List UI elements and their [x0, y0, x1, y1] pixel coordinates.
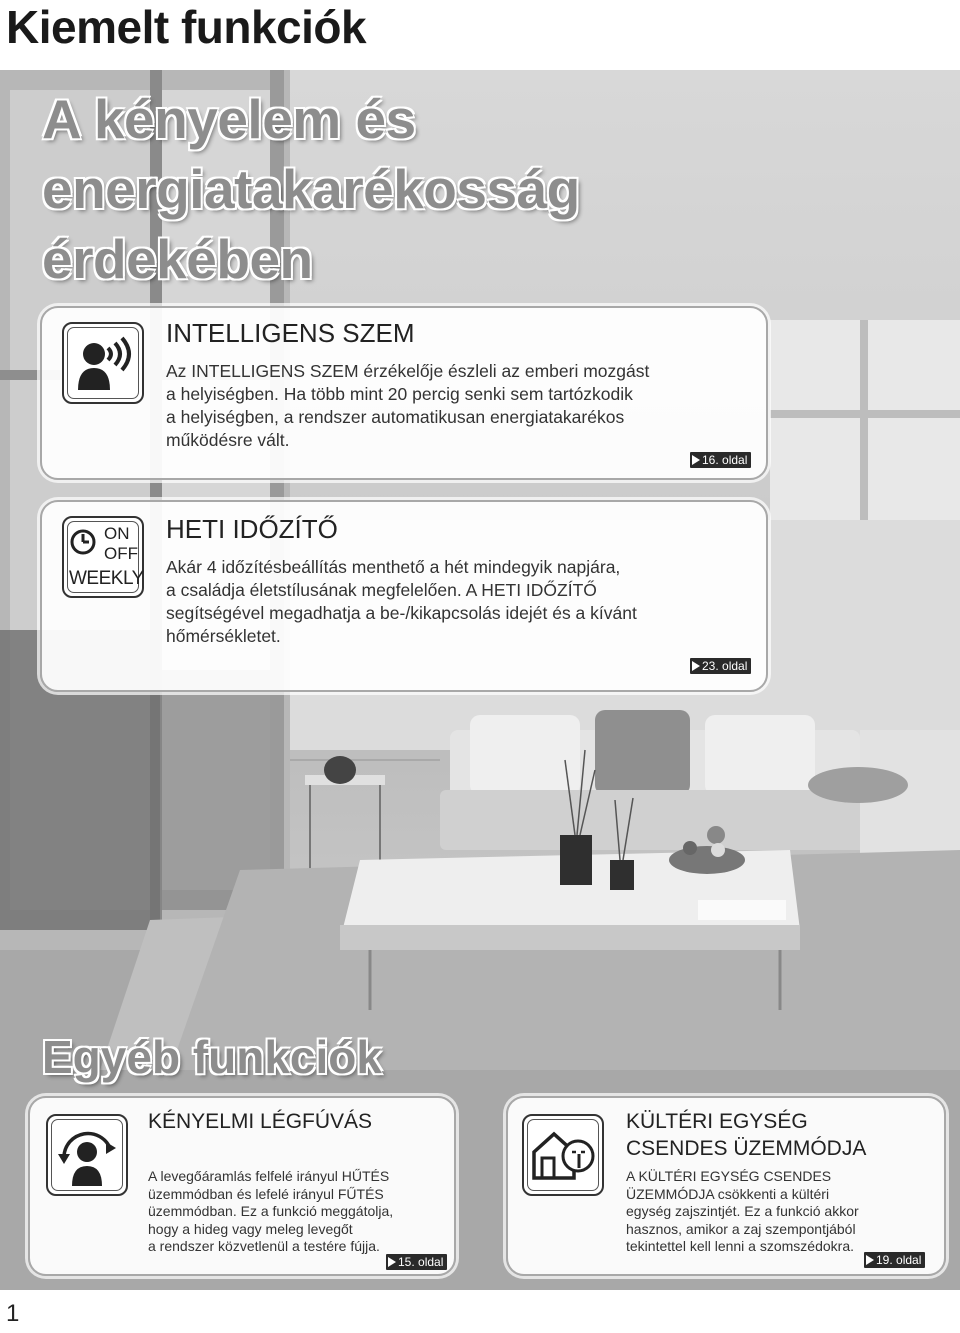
intelligent-eye-line: a helyiségben. Ha több mint 20 percig senki sem tartózkodik — [166, 384, 633, 404]
weekly-timer-icon — [62, 516, 144, 598]
timer-off-label: OFF — [104, 544, 138, 563]
intelligent-eye-line: működésre vált. — [166, 430, 290, 450]
page-ref-label: 15. oldal — [398, 1255, 444, 1269]
comfort-airflow-line: hogy a hideg vagy meleg levegőt — [148, 1220, 353, 1237]
outdoor-quiet-line: egység zajszintjét. Ez a funkció akkor — [626, 1203, 859, 1219]
outdoor-quiet-title-line: CSENDES ÜZEMMÓDJA — [626, 1137, 867, 1160]
comfort-airflow-text — [148, 1168, 448, 1256]
arrow-right-icon — [866, 1255, 874, 1265]
page-ref-link[interactable] — [690, 452, 751, 468]
arrow-right-icon — [692, 661, 700, 671]
outdoor-quiet-title — [626, 1108, 866, 1162]
page-ref-link[interactable] — [386, 1254, 447, 1270]
comfort-airflow-title: KÉNYELMI LÉGFÚVÁS — [148, 1110, 373, 1133]
hero-title-line-2: energiatakarékosság — [42, 158, 580, 220]
timer-on-label: ON — [104, 524, 130, 543]
weekly-timer-line: Akár 4 időzítésbeállítás menthető a hét mindegyik napjára, — [166, 557, 621, 577]
outdoor-quiet-line: A KÜLTÉRI EGYSÉG CSENDES — [626, 1168, 832, 1184]
weekly-timer-line: hőmérsékletet. — [166, 626, 281, 646]
comfort-airflow-line: üzemmódban. Ez a funkció meggátolja, — [148, 1203, 394, 1219]
comfort-airflow-card — [28, 1096, 456, 1276]
weekly-timer-text — [166, 556, 756, 648]
comfort-airflow-icon — [46, 1114, 128, 1196]
comfort-airflow-line: A levegőáramlás felfelé irányul HŰTÉS — [148, 1168, 390, 1184]
outdoor-quiet-text — [626, 1168, 936, 1256]
outdoor-quiet-title-line: KÜLTÉRI EGYSÉG — [626, 1110, 808, 1133]
intelligent-eye-title: INTELLIGENS SZEM — [166, 318, 415, 348]
arrow-right-icon — [692, 455, 700, 465]
page-title: Kiemelt funkciók — [6, 1, 367, 53]
outdoor-quiet-line: tekintettel kell lenni a szomszédokra. — [626, 1238, 854, 1254]
intelligent-eye-line: a helyiségben, a rendszer automatikusan energiatakarékos — [166, 407, 625, 427]
other-features-title: Egyéb funkciók — [42, 1031, 382, 1083]
arrow-right-icon — [388, 1257, 396, 1267]
page-ref-label: 19. oldal — [876, 1253, 922, 1267]
person-motion-sensor-icon — [62, 322, 144, 404]
hero-title-line-3: érdekében — [42, 228, 313, 290]
hero-title-line-1: A kényelem és — [42, 88, 416, 150]
page-ref-label: 23. oldal — [702, 659, 748, 673]
weekly-timer-card — [40, 500, 768, 692]
weekly-timer-line: a családja életstílusának megfelelően. A HETI IDŐZÍTŐ — [166, 580, 597, 600]
outdoor-quiet-icon — [522, 1114, 604, 1196]
page-ref-link[interactable] — [690, 658, 751, 674]
weekly-timer-line: segítségével megadhatja a be-/kikapcsolás idejét és a kívánt — [166, 603, 637, 623]
intelligent-eye-line: Az INTELLIGENS SZEM érzékelője észleli az emberi mozgást — [166, 361, 650, 381]
timer-weekly-label: WEEKLY — [69, 568, 144, 589]
intelligent-eye-text — [166, 360, 756, 452]
intelligent-eye-card — [40, 306, 768, 480]
outdoor-quiet-line: ÜZEMMÓDJA csökkenti a kültéri — [626, 1185, 830, 1202]
page-ref-label: 16. oldal — [702, 453, 748, 467]
outdoor-quiet-line: hasznos, amikor a zaj szempontjából — [626, 1220, 856, 1237]
page-number: 1 — [6, 1300, 20, 1327]
weekly-timer-title: HETI IDŐZÍTŐ — [166, 514, 338, 544]
comfort-airflow-line: a rendszer közvetlenül a testére fújja. — [148, 1238, 380, 1254]
page-ref-link[interactable] — [864, 1252, 925, 1268]
hero-title — [42, 84, 742, 294]
outdoor-quiet-card — [506, 1096, 946, 1276]
comfort-airflow-line: üzemmódban és lefelé irányul FŰTÉS — [148, 1185, 384, 1202]
